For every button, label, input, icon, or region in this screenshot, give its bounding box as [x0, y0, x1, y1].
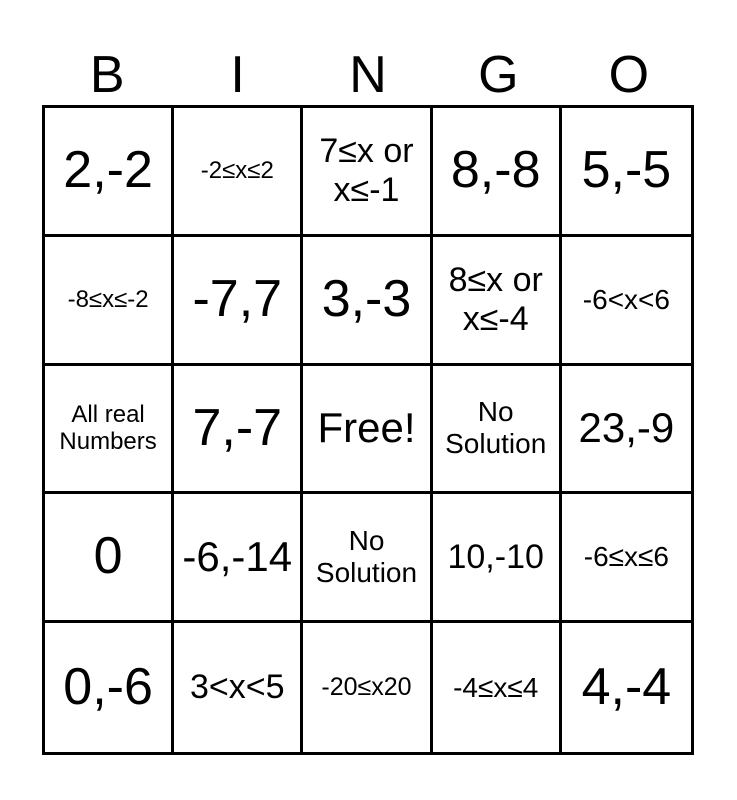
bingo-cell-r1-c2[interactable]: -2≤x≤2 [174, 108, 303, 237]
bingo-cell-r5-c2[interactable]: 3<x<5 [174, 623, 303, 752]
bingo-cell-r1-c3[interactable]: 7≤x or x≤-1 [303, 108, 432, 237]
bingo-cell-r1-c4[interactable]: 8,-8 [433, 108, 562, 237]
bingo-cell-r4-c2[interactable]: -6,-14 [174, 494, 303, 623]
bingo-cell-r4-c1[interactable]: 0 [45, 494, 174, 623]
header-letter-b: B [89, 46, 125, 104]
bingo-cell-r3-c3-free[interactable]: Free! [303, 366, 432, 495]
bingo-cell-r3-c1[interactable]: All real Numbers [45, 366, 174, 495]
header-letter-i: I [230, 46, 245, 104]
bingo-cell-r4-c4[interactable]: 10,-10 [433, 494, 562, 623]
bingo-cell-r1-c5[interactable]: 5,-5 [562, 108, 691, 237]
bingo-cell-r5-c3[interactable]: -20≤x20 [303, 623, 432, 752]
header-letter-g: G [478, 46, 519, 104]
bingo-cell-r3-c2[interactable]: 7,-7 [174, 366, 303, 495]
bingo-header [42, 44, 694, 106]
bingo-cell-r2-c5[interactable]: -6<x<6 [562, 237, 691, 366]
bingo-board [42, 105, 694, 755]
bingo-cell-r3-c5[interactable]: 23,-9 [562, 366, 691, 495]
bingo-cell-r2-c2[interactable]: -7,7 [174, 237, 303, 366]
bingo-cell-r4-c3[interactable]: No Solution [303, 494, 432, 623]
header-letter-o: O [608, 46, 650, 104]
bingo-cell-r2-c4[interactable]: 8≤x or x≤-4 [433, 237, 562, 366]
bingo-cell-r5-c1[interactable]: 0,-6 [45, 623, 174, 752]
bingo-cell-r2-c1[interactable]: -8≤x≤-2 [45, 237, 174, 366]
bingo-cell-r1-c1[interactable]: 2,-2 [45, 108, 174, 237]
header-letter-n: N [349, 46, 387, 104]
bingo-cell-r5-c5[interactable]: 4,-4 [581, 657, 672, 716]
bingo-cell-r4-c5[interactable]: -6≤x≤6 [562, 494, 691, 623]
bingo-cell-r2-c3[interactable]: 3,-3 [303, 237, 432, 366]
bingo-cell-r5-c4[interactable]: -4≤x≤4 [433, 623, 562, 752]
bingo-cell-r3-c4[interactable]: No Solution [433, 366, 562, 495]
